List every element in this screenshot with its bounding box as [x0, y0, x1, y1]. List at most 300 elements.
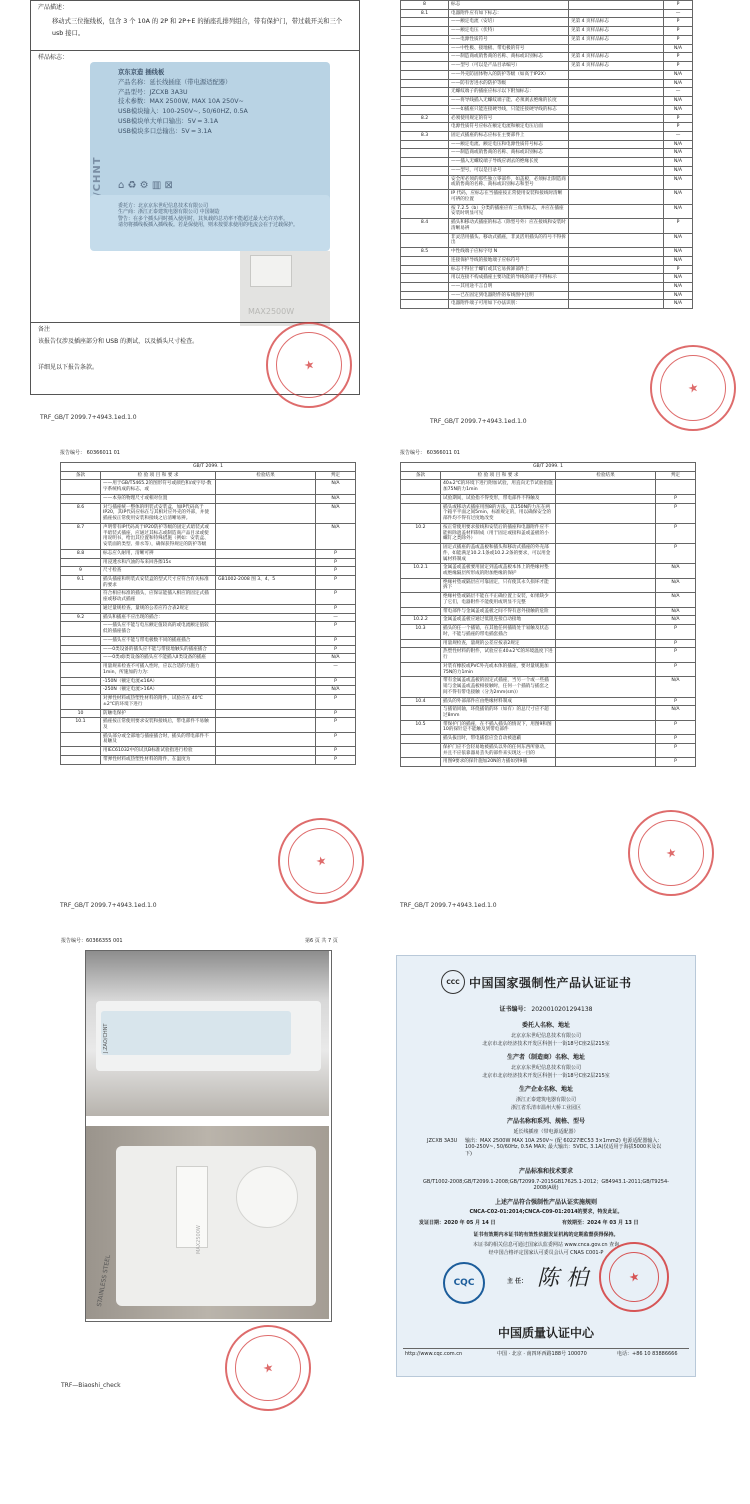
page-footer: TRF_GB/T 2099.7+4943.1ed.1.0: [400, 902, 497, 909]
cell-clause: [401, 607, 441, 616]
cell-req: 用量规检查，量规的公差应按表2规定: [441, 639, 556, 648]
cell-req: -150N（额定电流≤16A）: [101, 677, 216, 686]
cell-verdict: P: [316, 636, 356, 645]
cell-verdict: P: [664, 123, 693, 132]
product-photo-switch: [86, 1126, 329, 1319]
table-row: [401, 79, 693, 88]
cell-clause: [61, 732, 101, 746]
table-row: [401, 219, 693, 233]
cell-verdict: P: [316, 576, 356, 590]
cert-footer-url[interactable]: http://www.cqc.com.cn: [405, 1351, 463, 1357]
cell-clause: 8.6: [61, 503, 101, 523]
cell-clause: [401, 190, 449, 204]
cell-result: [569, 219, 664, 233]
cell-req: 绝缘衬垫或隔层应可靠固定，只有使其永久损坏才能拆下: [441, 578, 556, 592]
cell-verdict: N/A: [656, 677, 696, 697]
switch-button: [250, 255, 292, 287]
report-number: 报告编号： 60366011 01: [400, 450, 460, 456]
cell-req: 带保护门的插座，在不插入插头的情况下，用图9和图10的探针是不能触及到带电部件: [441, 720, 556, 734]
col-requirement: 检 验 项 目 和 要 求: [101, 471, 216, 480]
table-row: [61, 645, 356, 654]
cell-result: [569, 256, 664, 265]
max-rating-text: MAX2500W: [248, 307, 295, 316]
table-row: [61, 636, 356, 645]
cell-req: ——已在固定到电器附件的布线图中注明: [449, 291, 569, 300]
table-row: [401, 175, 693, 189]
cell-result: [556, 677, 656, 697]
table-row: [401, 720, 696, 734]
cell-clause: 10.3: [401, 625, 441, 639]
cell-result: [569, 1, 664, 10]
cqc-logo: [443, 1262, 485, 1304]
cell-clause: [401, 158, 449, 167]
cell-result: [556, 720, 656, 734]
validity-note: 证书有效期内本证书的有效性依据发证机构的定期监督获得保持。: [473, 1232, 619, 1238]
table-row: [401, 697, 696, 706]
cell-verdict: N/A: [664, 140, 693, 149]
cell-result: [216, 755, 316, 764]
cell-result: [569, 123, 664, 132]
cell-verdict: N/A: [664, 204, 693, 218]
product-photo-label: [86, 951, 329, 1116]
table-row: [401, 616, 696, 625]
table-row: [61, 718, 356, 732]
protection-table: [400, 462, 696, 767]
cell-clause: [401, 204, 449, 218]
cell-result: 见第 4 页样品标志: [569, 18, 664, 27]
cell-result: GB1002-2008 图 3、4、5: [216, 576, 316, 590]
tuv-stamp-4: ★: [628, 810, 714, 896]
table-row: [401, 758, 696, 767]
table-row: [401, 677, 696, 697]
cell-verdict: P: [656, 662, 696, 676]
table-row: [401, 494, 696, 503]
table-row: [401, 282, 693, 291]
cell-result: [556, 494, 656, 503]
cell-verdict: —: [316, 613, 356, 622]
col-verdict: 判定: [316, 471, 356, 480]
table-row: [61, 755, 356, 764]
cell-result: 见第 4 页样品标志: [569, 62, 664, 71]
cell-clause: 10.4: [401, 697, 441, 706]
tuv-stamp-1: ★: [266, 322, 352, 408]
cell-clause: 8: [401, 1, 449, 10]
table-row: [401, 593, 696, 607]
cell-clause: [401, 265, 449, 274]
cell-req: 用IEC61032中的试具B标准试验指进行检验: [101, 747, 216, 756]
table-row: [401, 648, 696, 662]
cell-result: [556, 697, 656, 706]
cell-verdict: N/A: [316, 654, 356, 663]
cell-result: [569, 132, 664, 141]
cell-clause: [61, 494, 101, 503]
cell-verdict: N/A: [664, 175, 693, 189]
remarks-line-2: 详细见以下报告条款。: [38, 364, 99, 371]
cell-result: [556, 503, 656, 523]
cell-result: [216, 686, 316, 695]
applicant-name: 北京京东世纪信息技术有限公司: [510, 1033, 581, 1039]
cnas-note: 经中国合格评定国家认可委员会认可 CNAS C001-P: [488, 1250, 604, 1256]
cell-clause: 10.2: [401, 523, 441, 543]
cell-req: 绝缘衬垫或隔层不能在不正确位置上安装，如果缺少了它们，电器附件不能使用或明显不完整: [441, 593, 556, 607]
cell-result: [556, 593, 656, 607]
cell-verdict: N/A: [656, 593, 696, 607]
product-model: JZCXB 3A3U: [427, 1138, 458, 1144]
cell-req: ——额定电压（伏特）: [449, 27, 569, 36]
table-row: [401, 662, 696, 676]
table-row: [401, 291, 693, 300]
cell-clause: [61, 654, 101, 663]
cell-clause: [61, 636, 101, 645]
cell-req: 插头和插座不应出现的插合：: [101, 613, 216, 622]
cell-result: [556, 625, 656, 639]
cell-req: ——型号（可以是产品目录编号）: [449, 62, 569, 71]
label-line-6: USB模块单大单口输出：5V ═ 3.1A: [118, 117, 219, 125]
cell-verdict: P: [316, 590, 356, 604]
table-row: [401, 35, 693, 44]
cell-verdict: P: [664, 114, 693, 123]
table-row: [61, 695, 356, 709]
cell-verdict: N/A: [664, 105, 693, 114]
cell-clause: [401, 149, 449, 158]
table-row: [401, 204, 693, 218]
cell-verdict: P: [664, 265, 693, 274]
table-row: [401, 735, 696, 744]
cell-verdict: P: [316, 718, 356, 732]
cell-req: 用浸透水和汽油的布来回各擦15s: [101, 558, 216, 567]
table-row: [401, 105, 693, 114]
cell-verdict: P: [316, 755, 356, 764]
cell-clause: [61, 695, 101, 709]
cell-clause: [401, 35, 449, 44]
cell-result: [569, 88, 664, 97]
power-switch: [176, 1166, 208, 1248]
tuv-stamp-2: ★: [650, 345, 736, 431]
cell-req: 按正常使用要求接线和安装后的插座和电器附件应不能拆除遮盖材料制成（用于固定或接和盖或盖板的小螺钉之类除外）: [441, 523, 556, 543]
label2-line-3: 警告：在多个插头同时插入使用时，其负载的总功率不能超过最大允许功率。: [118, 215, 289, 222]
cell-result: 见第 4 页样品标志: [569, 27, 664, 36]
table-row: [401, 300, 693, 309]
cell-result: [216, 695, 316, 709]
cell-verdict: P: [316, 732, 356, 746]
cell-clause: [61, 747, 101, 756]
cell-verdict: N/A: [664, 79, 693, 88]
col-clause: 条款: [61, 471, 101, 480]
product-label: 产品名称和系列、规格、型号: [506, 1118, 585, 1125]
table-row: [401, 9, 693, 18]
label2-line-2: 生产商：浙江正泰建筑电器有限公司 中国制造: [118, 209, 220, 216]
cell-result: [569, 190, 664, 204]
cell-result: [216, 549, 316, 558]
cell-result: [556, 564, 656, 578]
product-label-warning: [90, 195, 330, 251]
cell-req: 金属盖或盖板要用固定到盖或盖板本体上的绝缘衬垫或绝缘隔层所形成的附加绝缘的保护: [441, 564, 556, 578]
cell-req: 固定式插座的标志应标在主要部件上: [449, 132, 569, 141]
table-row: [61, 549, 356, 558]
cell-verdict: P: [656, 544, 696, 564]
page-footer: TRF—Biaoshi_check: [61, 1382, 121, 1389]
cell-clause: 10.2.1: [401, 564, 441, 578]
cell-verdict: —: [664, 88, 693, 97]
cell-verdict: P: [316, 604, 356, 613]
cell-clause: [401, 291, 449, 300]
table-row: [401, 248, 693, 257]
table-row: [401, 743, 696, 757]
remarks-line-1: 该报告仅涉及插座部分和 USB 的测试，以及插头尺寸检查。: [38, 338, 199, 345]
cell-clause: [61, 590, 101, 604]
cell-result: 见第 4 页样品标志: [569, 53, 664, 62]
ccc-logo-text: CCC: [446, 978, 460, 986]
table-row: [401, 265, 693, 274]
cell-clause: [401, 648, 441, 662]
cell-verdict: P: [316, 695, 356, 709]
cell-req: ——额定电流（安培）: [449, 18, 569, 27]
cell-clause: [401, 503, 441, 523]
cell-result: [556, 743, 656, 757]
cell-req: 必须使用规定的符号: [449, 114, 569, 123]
cell-req: 无螺纹端子的插座应标示以下附加标志：: [449, 88, 569, 97]
table-row: [401, 607, 696, 616]
factory-name: 浙江正泰建筑电器有限公司: [515, 1097, 576, 1103]
cell-clause: 10: [61, 709, 101, 718]
cell-req: ——制造商或销售商的名称、商标或识别标志: [449, 149, 569, 158]
cell-result: [556, 648, 656, 662]
table-row: [401, 639, 696, 648]
cell-result: [569, 97, 664, 106]
cell-verdict: N/A: [656, 706, 696, 720]
cell-clause: [61, 755, 101, 764]
cell-req: 试验期间，试验指不得变形，带电部件不得触及: [441, 494, 556, 503]
cell-result: [569, 265, 664, 274]
cell-req: 带弹性材料或热塑性材料的附件，在温度为: [101, 755, 216, 764]
cell-req: ——制造商或销售商的名称、商标或识别标志: [449, 53, 569, 62]
cell-verdict: P: [656, 648, 696, 662]
table-row: [61, 686, 356, 695]
cell-verdict: P: [316, 558, 356, 567]
col-requirement: 检 验 项 目 和 要 求: [441, 471, 556, 480]
cell-req: 对与插座统一整体的明装式安装盒，加IP代码高于IP20，其IP代码应标在与其相对应外壳的外部，并使插座按正常使用安装和接线之后清晰易辨。: [101, 503, 216, 523]
cell-result: [569, 158, 664, 167]
cell-clause: [401, 677, 441, 697]
cqc-logo-text: CQC: [453, 1278, 475, 1288]
cell-verdict: N/A: [664, 190, 693, 204]
cell-verdict: N/A: [656, 564, 696, 578]
cell-result: [556, 480, 656, 494]
cell-result: [569, 282, 664, 291]
cell-req: 标志不得位于螺钉或其它易拆卸部件上: [449, 265, 569, 274]
cell-req: ——如插座只能连接硬导线，只能连接硬导线的标志: [449, 105, 569, 114]
center-name: 中国质量认证中心: [497, 1326, 594, 1340]
cell-verdict: P: [316, 567, 356, 576]
cell-result: [556, 523, 656, 543]
cell-req: 电源性质符号应标在额定电流和额定电压后面: [449, 123, 569, 132]
query-note: 本证书的相关信息可通过国家认监委网站 www.cnca.gov.cn 查询: [472, 1242, 620, 1248]
table-row: [61, 576, 356, 590]
table-row: [401, 53, 693, 62]
cell-clause: [401, 256, 449, 265]
cell-verdict: P: [316, 677, 356, 686]
cell-verdict: P: [656, 758, 696, 767]
table-row: [401, 27, 693, 36]
cell-req: 插头的外部部件应由绝缘材料制成: [441, 697, 556, 706]
manufacturer-label: 生产者（制造商）名称、地址: [506, 1054, 585, 1061]
cell-req: 与插销同轴，环绕插销的环（如有）的总尺寸应不超过8mm: [441, 706, 556, 720]
cell-req: ——型号，可以是目录号: [449, 166, 569, 175]
table-row: [401, 578, 696, 592]
cell-result: [569, 9, 664, 18]
report-page-2: [400, 0, 692, 425]
table-row: [401, 503, 696, 523]
cell-verdict: P: [664, 1, 693, 10]
cell-req: ——中性极、接地极、带电极的符号: [449, 44, 569, 53]
cell-req: ——防有害进水的防护等级: [449, 79, 569, 88]
tuv-stamp-3: ★: [278, 818, 364, 904]
cell-verdict: P: [316, 645, 356, 654]
cell-verdict: N/A: [664, 233, 693, 247]
table-row: [61, 523, 356, 549]
cell-clause: 10.1: [61, 718, 101, 732]
cell-clause: [61, 604, 101, 613]
label2-line-1: 委托方：北京京东世纪信息技术有限公司: [118, 203, 209, 209]
cell-clause: [401, 735, 441, 744]
cell-verdict: P: [664, 35, 693, 44]
table-row: [401, 158, 693, 167]
cell-verdict: N/A: [664, 158, 693, 167]
std-header: GB/T 2099. 1: [61, 463, 356, 472]
cell-result: [216, 604, 316, 613]
cell-req: 对弹性材料或热塑性材料的附件，试验应在 40℃±2℃的环境下进行: [101, 695, 216, 709]
cell-result: [216, 709, 316, 718]
cell-verdict: N/A: [664, 291, 693, 300]
cell-req: 电器附件端子可用如下办法识别：: [449, 300, 569, 309]
cell-result: [569, 248, 664, 257]
cell-req: 防触电保护: [101, 709, 216, 718]
table-row: [61, 567, 356, 576]
cell-result: [216, 567, 316, 576]
cell-result: [569, 114, 664, 123]
cell-clause: [401, 18, 449, 27]
cell-verdict: P: [656, 625, 696, 639]
rules-label: 上述产品符合强制性产品认证实施规则: [494, 1199, 597, 1206]
cell-req: ——外壳防固体物入的防护等级（如高于IP2X）: [449, 70, 569, 79]
cert-no: 2020010201294138: [531, 1006, 593, 1013]
sample-label-heading: 样品标志：: [38, 54, 69, 61]
cell-verdict: N/A: [664, 256, 693, 265]
cell-req: 尺寸检查: [101, 567, 216, 576]
cell-req: 用以连接不构成插座主要功能的导线的端子不得标示: [449, 274, 569, 283]
cell-result: [216, 732, 316, 746]
cell-req: ——插头应不能与带电极数不同的插座插合: [101, 636, 216, 645]
cell-result: [569, 149, 664, 158]
cell-clause: [401, 166, 449, 175]
product-description-label: 产品描述：: [38, 4, 69, 11]
remarks-label: 备注: [38, 326, 51, 333]
steel-ruler-text: STAINLESS STEEL: [96, 1254, 112, 1308]
cell-result: [569, 204, 664, 218]
cell-req: 固定式插座的盖或盖板和插头和移动式插座的外壳部件，如能满足10.2.1条或10.2.2条的要求，可以用金属材料制成: [441, 544, 556, 564]
cell-result: [216, 622, 316, 636]
director-label: 主 任：: [507, 1278, 528, 1285]
report-number: 报告编号： 60366011 01: [60, 450, 120, 456]
table-row: [401, 1, 693, 10]
cell-req: ——将导线插入无螺纹端子能、必须剥去绝缘的长度: [449, 97, 569, 106]
cell-clause: 9.1: [61, 576, 101, 590]
cell-req: 插头部分或全部地与插座插合时，插头的带电部件不易触及: [101, 732, 216, 746]
switch-rating-text: MAX2500W: [196, 1225, 202, 1254]
cell-clause: [401, 44, 449, 53]
cell-verdict: N/A: [664, 282, 693, 291]
cell-clause: [401, 27, 449, 36]
col-result: 检验结果: [556, 471, 656, 480]
table-row: [401, 564, 696, 578]
table-row: [61, 503, 356, 523]
table-row: [401, 190, 693, 204]
cell-clause: [401, 70, 449, 79]
table-row: [401, 233, 693, 247]
cell-result: [216, 503, 316, 523]
cell-result: [556, 544, 656, 564]
cell-clause: [61, 677, 101, 686]
cell-verdict: N/A: [664, 300, 693, 309]
cell-result: [569, 140, 664, 149]
photo-brand-text: J.ZAO/CHNT: [103, 1023, 109, 1053]
cell-clause: 10.2.2: [401, 616, 441, 625]
cell-req: ——电源性质符号: [449, 35, 569, 44]
cell-clause: [401, 578, 441, 592]
cell-req: 用图9要求的探针施加20N的力插如到9插: [441, 758, 556, 767]
cell-result: [556, 607, 656, 616]
cell-clause: [61, 686, 101, 695]
cell-req: 电器附件应有如下标志：: [449, 9, 569, 18]
page-number: 第6 页 共 7 页: [305, 938, 338, 944]
table-row: [401, 256, 693, 265]
label2-line-4: 请勿将插线板插入插线板。若是保使用，则未按要求使用的电流会在于过载保护。: [118, 221, 299, 228]
cell-verdict: P: [316, 747, 356, 756]
table-row: [61, 654, 356, 663]
table-row: [401, 132, 693, 141]
cell-clause: 8.1: [401, 9, 449, 18]
table-row: [401, 480, 696, 494]
cell-req: 带有金属盖或盖板的固定式插座，当另一个或一些插销与金属盖或盖板相接触时，任何一个插销与插套之间不得有带电接触（分为2mm(sm)）: [441, 677, 556, 697]
cell-req: 标志: [449, 1, 569, 10]
report-number: 报告编号：60366355 001: [61, 938, 123, 944]
cell-req: ——插入无螺纹端子导线应剥去的绝缘长度: [449, 158, 569, 167]
cell-verdict: N/A: [664, 97, 693, 106]
cell-req: 中性线端子应标字母 N: [449, 248, 569, 257]
cell-verdict: P: [316, 622, 356, 636]
cell-verdict: N/A: [664, 44, 693, 53]
cell-verdict: N/A: [656, 607, 696, 616]
cell-verdict: P: [664, 62, 693, 71]
cell-verdict: —: [664, 132, 693, 141]
cell-clause: 8.2: [401, 114, 449, 123]
table-row: [61, 494, 356, 503]
cell-result: [216, 558, 316, 567]
label-line-1: 京东京造 插线板: [118, 69, 165, 76]
cell-clause: [401, 274, 449, 283]
cell-req: 按 7.2.5（b）分类的插座应有三角形标志，并应在插座安装时明显可见: [449, 204, 569, 218]
cell-req: ——插头应不能与电压额定值较高的或电流额定值较低的插座插合: [101, 622, 216, 636]
tuv-stamp-5: ★: [225, 1325, 311, 1411]
valid-until: 有效期至：2024 年 03 月 13 日: [562, 1220, 639, 1226]
cert-no-label: 证书编号：: [499, 1006, 530, 1013]
table-row: [401, 706, 696, 720]
table-row: [401, 70, 693, 79]
product-body-photo: [240, 251, 330, 326]
cell-clause: [61, 663, 101, 677]
cell-req: 安全所必须的那些独立零部件，如盖板，必须标出制造商或销售商的名称、商标或识别标志和型号: [449, 175, 569, 189]
cell-verdict: N/A: [316, 480, 356, 494]
